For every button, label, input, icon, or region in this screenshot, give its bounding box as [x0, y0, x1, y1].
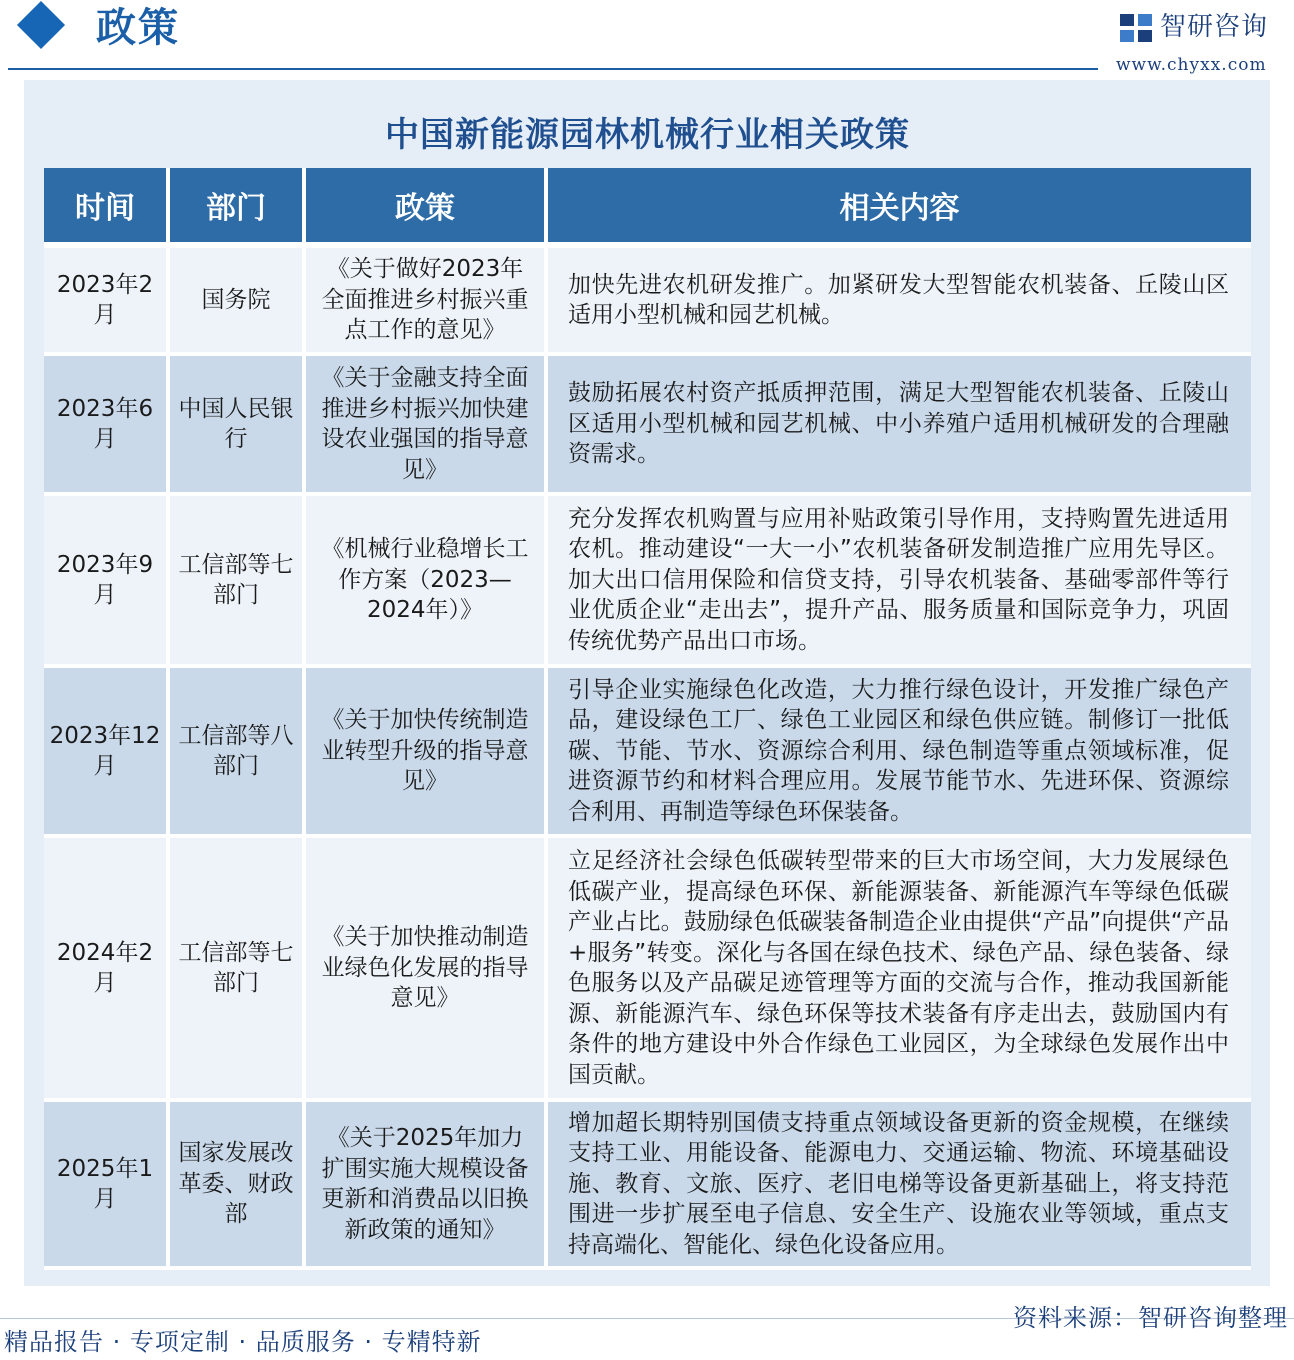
page-header: [0, 0, 1294, 80]
department-cell: 工信部等七部门: [170, 838, 306, 1102]
policy-cell: 《机械行业稳增长工作方案（2023—2024年）》: [306, 496, 548, 668]
column-header-department: 部门: [170, 168, 306, 248]
table-title: 中国新能源园林机械行业相关政策: [385, 114, 910, 155]
time-cell: 2023年6月: [44, 356, 170, 496]
content-cell: 增加超长期特别国债支持重点领域设备更新的资金规模，在继续支持工业、用能设备、能源电力、交通运输、物流、环境基础设施、教育、文旅、医疗、老旧电梯等设备更新基础上，将支持范围进一步扩展至电子信息、安全生产、设施农业等领域，重点支持高端化、智能化、绿色化设备应用。: [548, 1102, 1251, 1270]
policy-cell: 《关于加快传统制造业转型升级的指导意见》: [306, 668, 548, 838]
content-cell: 鼓励拓展农村资产抵质押范围，满足大型智能农机装备、丘陵山区适用小型机械和园艺机械、中小养殖户适用机械研发的合理融资需求。: [548, 356, 1251, 496]
brand-url: www.chyxx.com: [1116, 55, 1267, 75]
column-header-time: 时间: [44, 168, 170, 248]
column-header-policy: 政策: [306, 168, 548, 248]
department-cell: 中国人民银行: [170, 356, 306, 496]
policy-table: [44, 168, 1251, 1270]
brand-logo-icon: [1118, 12, 1154, 44]
time-cell: 2023年2月: [44, 248, 170, 356]
content-cell: 充分发挥农机购置与应用补贴政策引导作用，支持购置先进适用农机。推动建设“一大一小”农机装备研发制造推广应用先导区。加大出口信用保险和信贷支持，引导农机装备、基础零部件等行业优质企业“走出去”，提升产品、服务质量和国际竞争力，巩固传统优势产品出口市场。: [548, 496, 1251, 668]
department-cell: 国家发展改革委、财政部: [170, 1102, 306, 1270]
header-divider: [8, 68, 1098, 70]
policy-cell: 《关于做好2023年全面推进乡村振兴重点工作的意见》: [306, 248, 548, 356]
content-cell: 立足经济社会绿色低碳转型带来的巨大市场空间，大力发展绿色低碳产业，提高绿色环保、新能源装备、新能源汽车等绿色低碳产业占比。鼓励绿色低碳装备制造企业由提供“产品”向提供“产品+服务”转变。深化与各国在绿色技术、绿色产品、绿色装备、绿色服务以及产品碳足迹管理等方面的交流与合作，推动我国新能源、新能源汽车、绿色环保等技术装备有序走出去，鼓励国内有条件的地方建设中外合作绿色工业园区，为全球绿色发展作出中国贡献。: [548, 838, 1251, 1102]
footer-slogans: 精品报告 · 专项定制 · 品质服务 · 专精特新: [4, 1328, 482, 1356]
table-row: [44, 496, 1251, 668]
time-cell: 2025年1月: [44, 1102, 170, 1270]
time-cell: 2024年2月: [44, 838, 170, 1102]
source-note: 资料来源：智研咨询整理: [1013, 1304, 1288, 1332]
table-row: [44, 248, 1251, 356]
brand-name: 智研咨询: [1160, 12, 1269, 42]
table-row: [44, 1102, 1251, 1270]
column-header-content: 相关内容: [548, 168, 1251, 248]
policy-cell: 《关于加快推动制造业绿色化发展的指导意见》: [306, 838, 548, 1102]
time-cell: 2023年12月: [44, 668, 170, 838]
table-row: [44, 356, 1251, 496]
section-title: 政策: [96, 5, 180, 51]
policy-cell: 《关于金融支持全面推进乡村振兴加快建设农业强国的指导意见》: [306, 356, 548, 496]
department-cell: 国务院: [170, 248, 306, 356]
content-cell: 加快先进农机研发推广。加紧研发大型智能农机装备、丘陵山区适用小型机械和园艺机械。: [548, 248, 1251, 356]
time-cell: 2023年9月: [44, 496, 170, 668]
content-cell: 引导企业实施绿色化改造，大力推行绿色设计，开发推广绿色产品，建设绿色工厂、绿色工业园区和绿色供应链。制修订一批低碳、节能、节水、资源综合利用、绿色制造等重点领域标准，促进资源节约和材料合理应用。发展节能节水、先进环保、资源综合利用、再制造等绿色环保装备。: [548, 668, 1251, 838]
table-header-row: [44, 168, 1251, 248]
department-cell: 工信部等七部门: [170, 496, 306, 668]
policy-cell: 《关于2025年加力扩围实施大规模设备更新和消费品以旧换新政策的通知》: [306, 1102, 548, 1270]
table-row: [44, 838, 1251, 1102]
diamond-icon: [17, 1, 65, 49]
table-row: [44, 668, 1251, 838]
department-cell: 工信部等八部门: [170, 668, 306, 838]
